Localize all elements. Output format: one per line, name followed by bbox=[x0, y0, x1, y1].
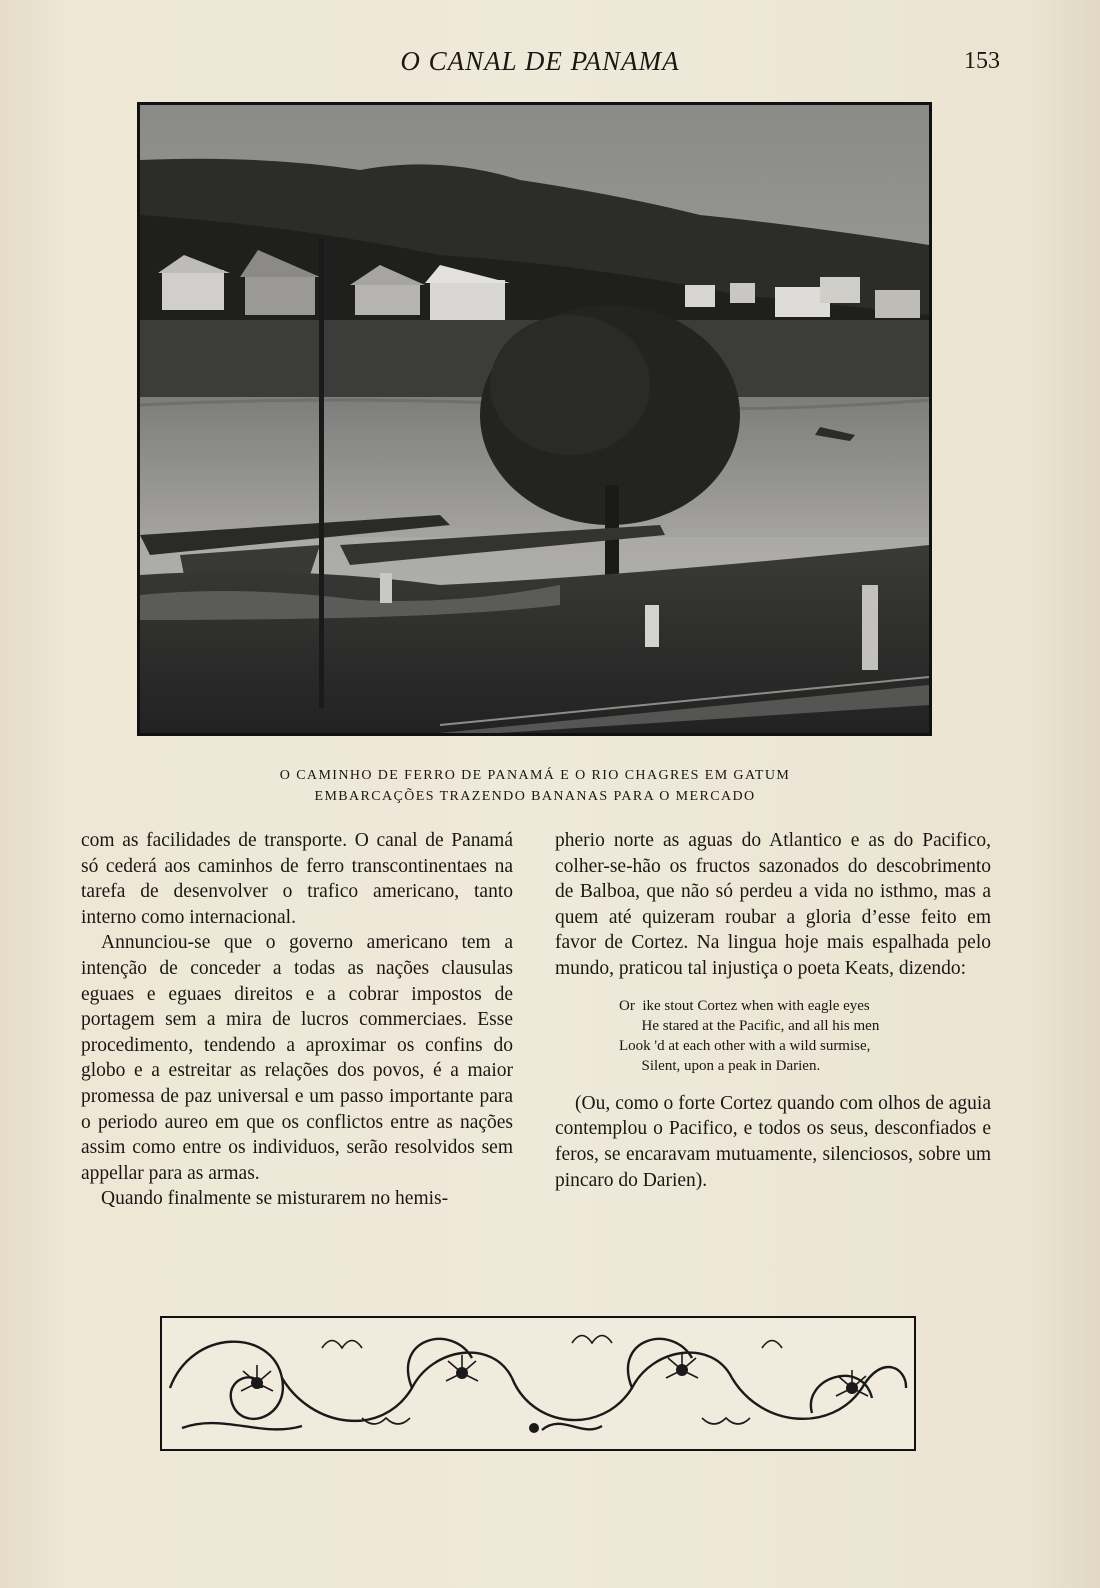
left-paragraph-3: Quando finalmente se misturarem no hemis- bbox=[101, 1188, 449, 1210]
poem-line: Silent, upon a peak in Darien. bbox=[619, 1058, 821, 1075]
poem-quote bbox=[619, 996, 991, 1077]
page-number: 153 bbox=[964, 48, 1000, 74]
left-paragraph-1: com as facilidades de transporte. O canal de Panamá só cederá aos caminhos de ferro transcontinentaes na tarefa de desenvolver o trafico americano, tanto interno como internacional. bbox=[81, 830, 513, 928]
figure-caption bbox=[140, 765, 930, 807]
right-column bbox=[555, 828, 991, 1193]
caption-line-2: EMBARCAÇÕES TRAZENDO BANANAS PARA O MERCADO bbox=[314, 789, 756, 804]
poem-line: He stared at the Pacific, and all his men bbox=[619, 1017, 880, 1034]
photo-illustration bbox=[140, 105, 929, 733]
photograph-river-village bbox=[137, 102, 932, 736]
running-head bbox=[0, 44, 1100, 84]
poem-line: Look 'd at each other with a wild surmise, bbox=[619, 1038, 871, 1055]
left-column bbox=[81, 828, 513, 1212]
left-paragraph-2: Annunciou-se que o governo americano tem a intenção de conceder a todas as nações clausulas eguaes e eguaes direitos e a cobrar impostos de portagem sem a mira de lucros commerciaes. Esse procedimento, tendendo a aproximar os confins do globo e a estreitar as relações dos povos, é a maior promessa de paz universal e um passo importante para o periodo aureo em que os conflictos entre as nações assim como entre os individuos, serão resolvidos sem appellar para as armas. bbox=[81, 932, 513, 1184]
running-title: O CANAL DE PANAMA bbox=[400, 46, 680, 76]
caption-line-1: O CAMINHO DE FERRO DE PANAMÁ E O RIO CHAGRES EM GATUM bbox=[279, 768, 791, 783]
floral-scroll-illustration bbox=[162, 1318, 914, 1449]
right-paragraph-1: pherio norte as aguas do Atlantico e as do Pacifico, colher-se-hão os fructos sazonados do descobrimento de Balboa, que não só perdeu a vida no isthmo, mas a quem até quizeram roubar a gloria d’esse feito em favor de Cortez. Na lingua hoje mais espalhada pelo mundo, praticou tal injustiça o poeta Keats, dizendo: bbox=[555, 830, 991, 979]
right-paragraph-2: (Ou, como o forte Cortez quando com olhos de aguia contemplou o Pacifico, e todos os seus, desconfiados e feros, se encaravam mutuamente, silenciosos, sobre um pincaro do Darien). bbox=[555, 1092, 991, 1191]
poem-line: Or ike stout Cortez when with eagle eyes bbox=[619, 997, 870, 1014]
floral-ornament-band bbox=[160, 1316, 916, 1451]
